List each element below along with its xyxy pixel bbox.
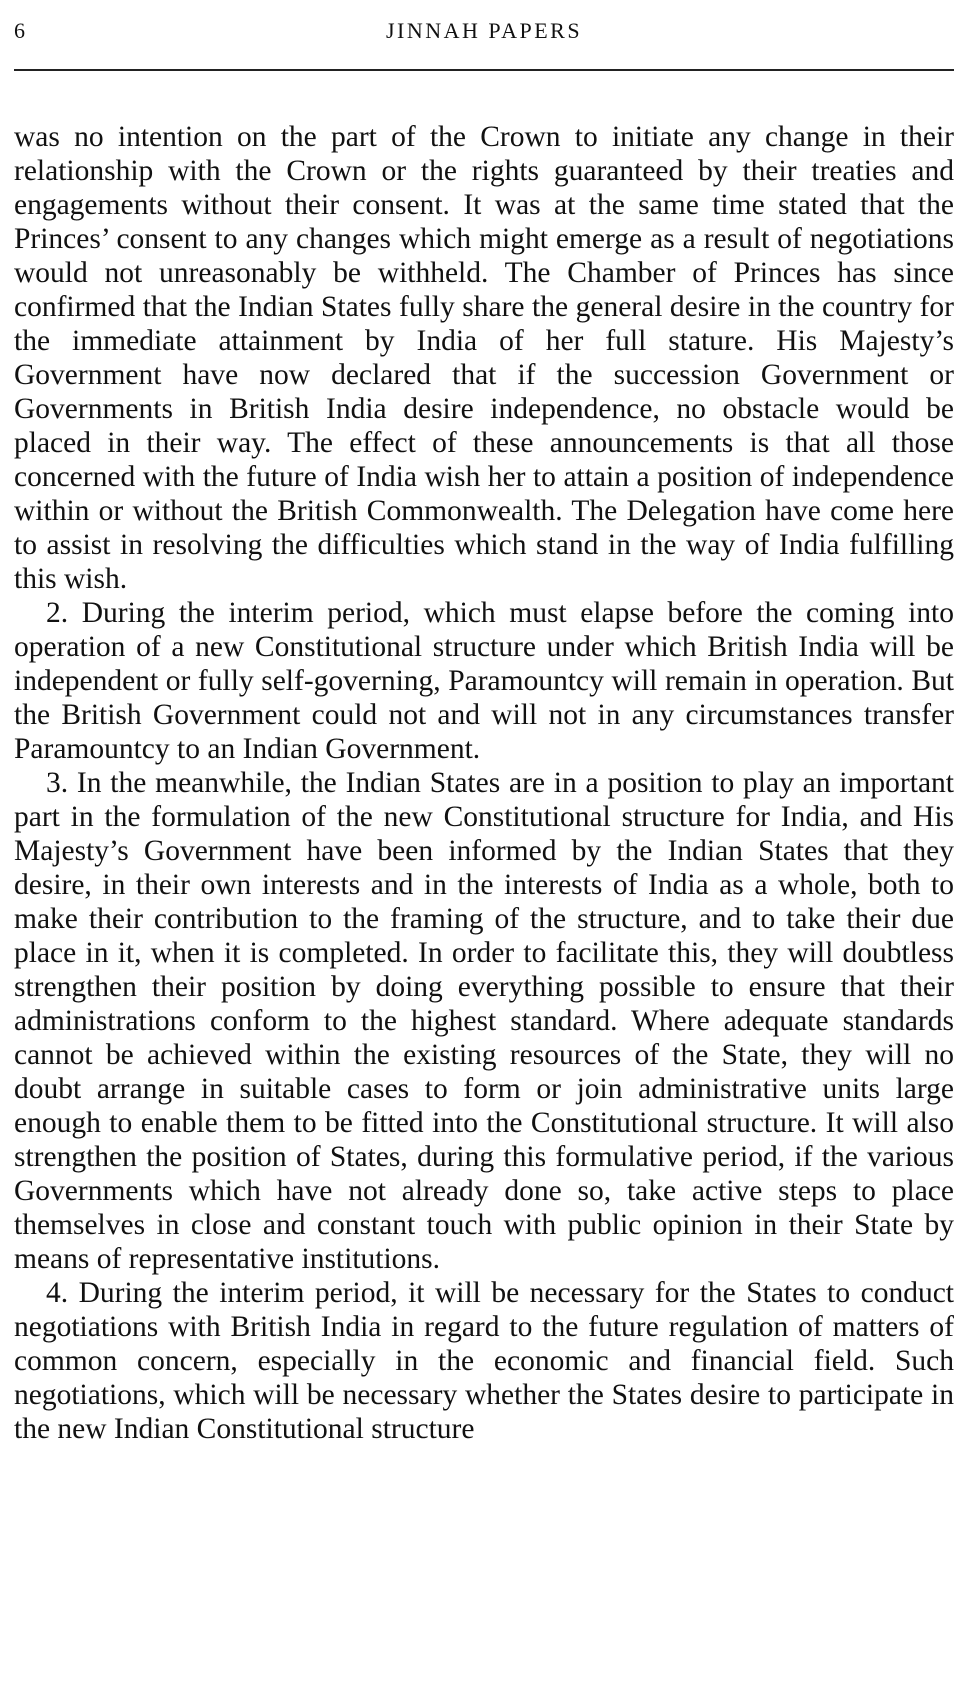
paragraph-4: 4. During the interim period, it will be necessary for the States to conduct negotiations with British India in regard to the future regulation of matters of common concern, especially in the economic and financial field. Such negotiations, which will be necessary whether the States desire to participate in the new Indian Constitutional structure (14, 1277, 954, 1445)
paragraph-continued: was no intention on the part of the Crown to initiate any change in their relationship with the Crown or the rights guaranteed by their treaties and engagements without their consent. It was at the same time stated that the Princes’ consent to any changes which might emerge as a result of negotiations would not unreasonably be withheld. The Chamber of Princes has since confirmed that the Indian States fully share the general desire in the country for the immediate attainment by India of her full stature. His Majesty’s Government have now declared that if the succession Government or Governments in British India desire independence, no obstacle would be placed in their way. The effect of these announcements is that all those concerned with the future of India wish her to attain a position of independence within or without the British Commonwealth. The Delegation have come here to assist in resolving the difficulties which stand in the way of India fulfilling this wish. (14, 121, 954, 595)
page-number: 6 (14, 18, 26, 43)
page-header (14, 18, 954, 58)
paragraph-2: 2. During the interim period, which must elapse before the coming into operation of a new Constitutional structure under which British India will be independent or fully self-governing, Paramountcy will remain in operation. But the British Government could not and will not in any circumstances transfer Paramountcy to an Indian Government. (14, 597, 954, 765)
running-title: JINNAH PAPERS (385, 18, 583, 43)
header-rule (14, 69, 954, 71)
body-text (14, 120, 954, 1446)
paragraph-3: 3. In the meanwhile, the Indian States are in a position to play an important part in the formulation of the new Constitutional structure for India, and His Majesty’s Government have been informed by the Indian States that they desire, in their own interests and in the interests of India as a whole, both to make their contribution to the framing of the structure, and to take their due place in it, when it is completed. In order to facilitate this, they will doubtless strengthen their position by doing everything possible to ensure that their administrations conform to the highest standard. Where adequate standards cannot be achieved within the existing resources of the State, they will no doubt arrange in suitable cases to form or join administrative units large enough to enable them to be fitted into the Constitutional structure. It will also strengthen the position of States, during this formulative period, if the various Governments which have not already done so, take active steps to place themselves in close and constant touch with public opinion in their State by means of representative institutions. (14, 767, 954, 1275)
